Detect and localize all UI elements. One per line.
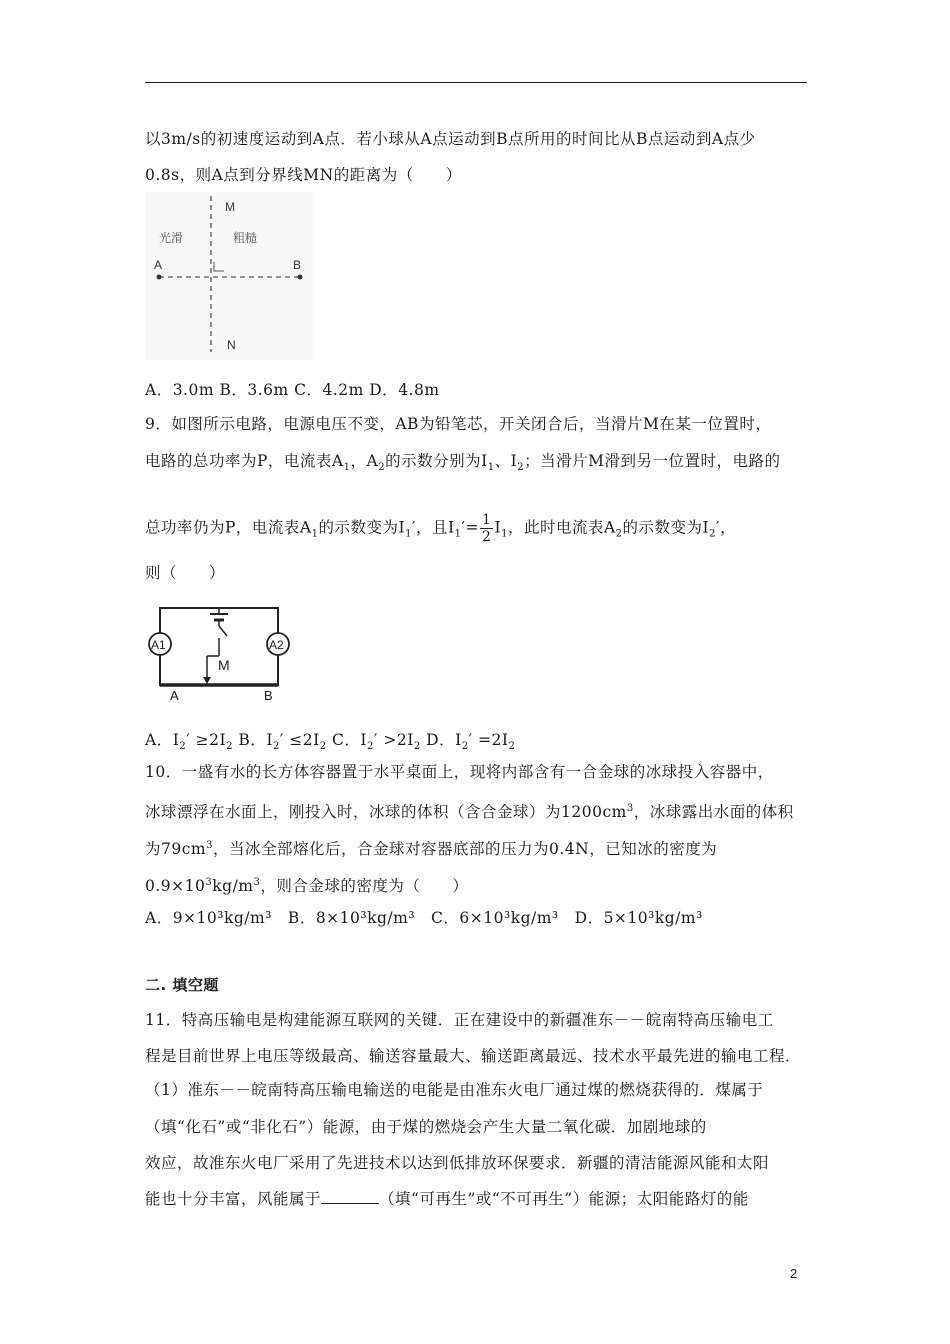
answer-blank[interactable] <box>321 1189 379 1204</box>
text-line: 冰球漂浮在水面上，刚投入时，冰球的体积（含合金球）为$1200cm^3$，冰球露出水面的体积 <box>145 803 794 822</box>
text-line: 11．特高压输电是构建能源互联网的关键．正在建设中的新疆准东－－皖南特高压输电工 <box>145 1011 774 1029</box>
point-a-label: A <box>154 258 163 272</box>
boundary-figure <box>145 192 315 362</box>
text-line: 效应，故准东火电厂采用了先进技术以达到低排放环保要求．新疆的清洁能源风能和太阳 <box>145 1154 770 1172</box>
slider-m-label: M <box>218 657 230 673</box>
text-line: 总功率仍为P，电流表$A_1$的示数变为$I_1'$，且$I_1'=$ $\frac{1}{2}$ $I_1$，此时电流表$A_2$的示数变为$I_2'$， <box>145 512 737 545</box>
page-number: 2 <box>790 1266 798 1281</box>
text-line: $0.9\times 10^3kg/m^3$，则合金球的密度为（ ） <box>145 877 469 896</box>
text-line: 电路的总功率为P，电流表$A_1$，$A_2$的示数分别为$I_1$、$I_2$；当滑片M滑到另一位置时，电路的 <box>145 452 781 474</box>
text-line: （填“化石”或“非化石”）能源，由于煤的燃烧会产生大量二氧化碳．加剧地球的 <box>145 1118 707 1136</box>
end-b-label: B <box>264 688 273 703</box>
text-line: （1）准东－－皖南特高压输电输送的电能是由准东火电厂通过煤的燃烧获得的．煤属于 <box>145 1081 764 1099</box>
text-line: 0.8s，则A点到分界线MN的距离为（ ） <box>145 166 462 184</box>
point-b-label: B <box>293 258 302 272</box>
text-line: 9．如图所示电路，电源电压不变，AB为铅笔芯，开关闭合后，当滑片M在某一位置时， <box>145 415 772 433</box>
section-heading: 二. 填空题 <box>145 976 219 994</box>
ammeter-a1-label: A1 <box>151 638 166 652</box>
text-line: 10．一盛有水的长方体容器置于水平桌面上，现将内部含有一合金球的冰球投入容器中， <box>145 763 774 781</box>
end-a-label: A <box>170 688 179 703</box>
text-line: 为$79cm^3$，当冰全部熔化后，合金球对容器底部的压力为0.4N，已知冰的密度为 <box>145 840 718 859</box>
options-line: A．9×10³kg/m³ B．8×10³kg/m³ C．6×10³kg/m³ D．5×10³kg/m³ <box>145 909 703 927</box>
header-rule <box>145 82 807 83</box>
text-line: 则（ ） <box>145 564 226 582</box>
text-line: 以3m/s的初速度运动到A点．若小球从A点运动到B点所用的时间比从B点运动到A点少 <box>145 130 756 148</box>
region-rough-label: 粗糙 <box>233 231 258 245</box>
text-line: 能也十分丰富，风能属于 （填“可再生”或“不可再生”）能源；太阳能路灯的能 <box>145 1190 749 1208</box>
text-line: 程是目前世界上电压等级最高、输送容量最大、输送距离最远、技术水平最先进的输电工程． <box>145 1047 802 1065</box>
point-n-label: N <box>227 338 236 352</box>
ammeter-a2-label: A2 <box>269 638 284 652</box>
region-smooth-label: 光滑 <box>159 231 184 245</box>
options-line: A．$I_2' \ge 2I_2$ B．$I_2' \le 2I_2$ C．$I_2' >2I_2$ D．$I_2' =2I_2$ <box>145 731 516 753</box>
fraction-half: $\frac{1}{2}$ <box>482 512 492 545</box>
point-m-label: M <box>225 200 235 214</box>
circuit-figure <box>145 598 305 708</box>
options-line: A．3.0m B．3.6m C．4.2m D．4.8m <box>145 381 440 399</box>
